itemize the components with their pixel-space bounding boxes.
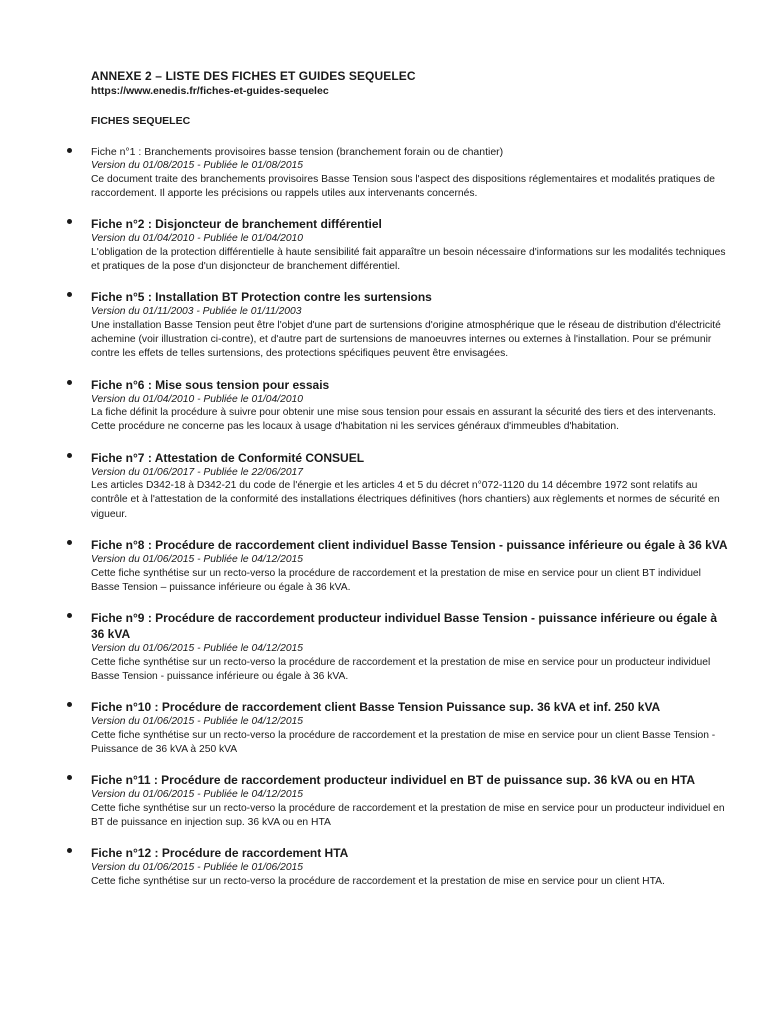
bullet-icon bbox=[67, 775, 72, 780]
fiche-item-6 bbox=[91, 377, 728, 435]
fiche-description: Cette fiche synthétise sur un recto-verso la procédure de raccordement et la prestation de mise en service pour un client BT individuel Basse Tension – puissance inférieure ou égale à 36 kVA. bbox=[91, 567, 701, 593]
fiche-description: Les articles D342-18 à D342-21 du code de l'énergie et les articles 4 et 5 du décret n°072-1120 du 14 décembre 1972 sont relatifs au contrôle et à l'attestation de la conformité des installations électriques définitives (hors chantiers) aux règlements et normes de sécurité en vigueur. bbox=[91, 480, 720, 520]
fiche-item-5 bbox=[91, 289, 728, 361]
fiche-item-2 bbox=[91, 216, 728, 274]
fiche-item-9 bbox=[91, 610, 728, 684]
bullet-icon bbox=[67, 292, 72, 297]
fiche-version: Version du 01/06/2015 - Publiée le 04/12/2015 bbox=[91, 716, 304, 728]
fiche-version: Version du 01/11/2003 - Publiée le 01/11/2003 bbox=[91, 306, 302, 318]
source-url: https://www.enedis.fr/fiches-et-guides-sequelec bbox=[91, 85, 329, 97]
fiche-item-8 bbox=[91, 537, 728, 595]
fiche-version: Version du 01/06/2015 - Publiée le 04/12/2015 bbox=[91, 789, 304, 801]
bullet-icon bbox=[67, 848, 72, 853]
fiche-description: Cette fiche synthétise sur un recto-verso la procédure de raccordement et la prestation de mise en service pour un producteur individuel en BT de puissance en injection sup. 36 kVA ou en HTA bbox=[91, 802, 725, 829]
fiche-title: Fiche n°1 : Branchements provisoires basse tension (branchement forain ou de chantier) bbox=[91, 146, 504, 158]
fiche-title: Fiche n°5 : Installation BT Protection contre les surtensions bbox=[91, 290, 432, 305]
fiche-version: Version du 01/04/2010 - Publiée le 01/04/2010 bbox=[91, 393, 304, 405]
fiche-description: L'obligation de la protection différentielle à haute sensibilité fait apparaître un besoin nécessaire d'informations sur les modalités techniques et pratiques de la pose d'un disjoncteur de branchement différentiel. bbox=[91, 246, 726, 272]
bullet-icon bbox=[67, 702, 72, 707]
fiche-title: Fiche n°7 : Attestation de Conformité CONSUEL bbox=[91, 450, 365, 465]
fiche-description: Cette fiche synthétise sur un recto-verso la procédure de raccordement et la prestation de mise en service pour un producteur individuel Basse Tension - puissance inférieure ou égale à 36 kVA. bbox=[91, 656, 711, 682]
page-title: ANNEXE 2 – LISTE DES FICHES ET GUIDES SEQUELEC bbox=[91, 69, 416, 83]
bullet-icon bbox=[67, 540, 72, 545]
fiche-item-10 bbox=[91, 699, 728, 757]
bullet-icon bbox=[67, 613, 72, 618]
fiche-list bbox=[91, 145, 728, 889]
bullet-icon bbox=[67, 380, 72, 385]
fiche-description: Cette fiche synthétise sur un recto-verso la procédure de raccordement et la prestation de mise en service pour un client HTA. bbox=[91, 875, 665, 887]
fiche-title: Fiche n°10 : Procédure de raccordement client Basse Tension Puissance sup. 36 kVA et inf. 250 kVA bbox=[91, 700, 661, 715]
fiche-version: Version du 01/08/2015 - Publiée le 01/08/2015 bbox=[91, 160, 304, 171]
fiche-title: Fiche n°6 : Mise sous tension pour essais bbox=[91, 377, 330, 392]
fiche-item-1 bbox=[91, 145, 728, 201]
fiche-version: Version du 01/06/2017 - Publiée le 22/06/2017 bbox=[91, 466, 304, 478]
fiche-version: Version du 01/06/2015 - Publiée le 04/12/2015 bbox=[91, 554, 304, 566]
fiche-title: Fiche n°2 : Disjoncteur de branchement différentiel bbox=[91, 217, 382, 232]
bullet-icon bbox=[67, 453, 72, 458]
fiche-version: Version du 01/04/2010 - Publiée le 01/04/2010 bbox=[91, 233, 304, 245]
fiche-version: Version du 01/06/2015 - Publiée le 01/06/2015 bbox=[91, 862, 304, 874]
fiche-title: Fiche n°11 : Procédure de raccordement producteur individuel en BT de puissance sup. 36 kVA ou en HTA bbox=[91, 773, 696, 788]
fiche-title: Fiche n°8 : Procédure de raccordement client individuel Basse Tension - puissance inférieure ou égale à 36 kVA bbox=[91, 538, 728, 553]
fiche-description: Cette fiche synthétise sur un recto-verso la procédure de raccordement et la prestation de mise en service pour un client Basse Tension - Puissance de 36 kVA à 250 kVA bbox=[91, 729, 716, 756]
fiche-item-12 bbox=[91, 845, 728, 889]
fiche-description: Une installation Basse Tension peut être l'objet d'une part de surtensions d'origine atmosphérique que le réseau de distribution d'électricité achemine (voir illustration ci-contre), et d'autre part de surtensions de manoeuvres internes ou externes à l'installation. Pour se prémunir contre les effets de telles surtensions, des protections spécifiques peuvent être envisagées. bbox=[91, 319, 721, 360]
section-heading: FICHES SEQUELEC bbox=[91, 115, 191, 127]
fiche-item-11 bbox=[91, 772, 728, 830]
bullet-icon bbox=[67, 219, 72, 224]
fiche-description: Ce document traite des branchements provisoires Basse Tension sous l'aspect des dispositions réglementaires et modalités pratiques de raccordement. Il apporte les précisions ou rappels utiles aux intervenants concernés. bbox=[91, 173, 715, 199]
bullet-icon bbox=[67, 148, 72, 153]
fiche-item-7 bbox=[91, 450, 728, 522]
fiche-description: La fiche définit la procédure à suivre pour obtenir une mise sous tension pour essais en assurant la sécurité des tiers et des intervenants. Cette procédure ne concerne pas les locaux à usage d'habitation ni les services généraux d'immeubles d'habitation. bbox=[91, 407, 717, 433]
fiche-title: Fiche n°9 : Procédure de raccordement producteur individuel Basse Tension - puissance inférieure ou égale à 36 kVA bbox=[91, 611, 718, 642]
fiche-version: Version du 01/06/2015 - Publiée le 04/12/2015 bbox=[91, 643, 304, 655]
fiche-title: Fiche n°12 : Procédure de raccordement HTA bbox=[91, 846, 349, 861]
